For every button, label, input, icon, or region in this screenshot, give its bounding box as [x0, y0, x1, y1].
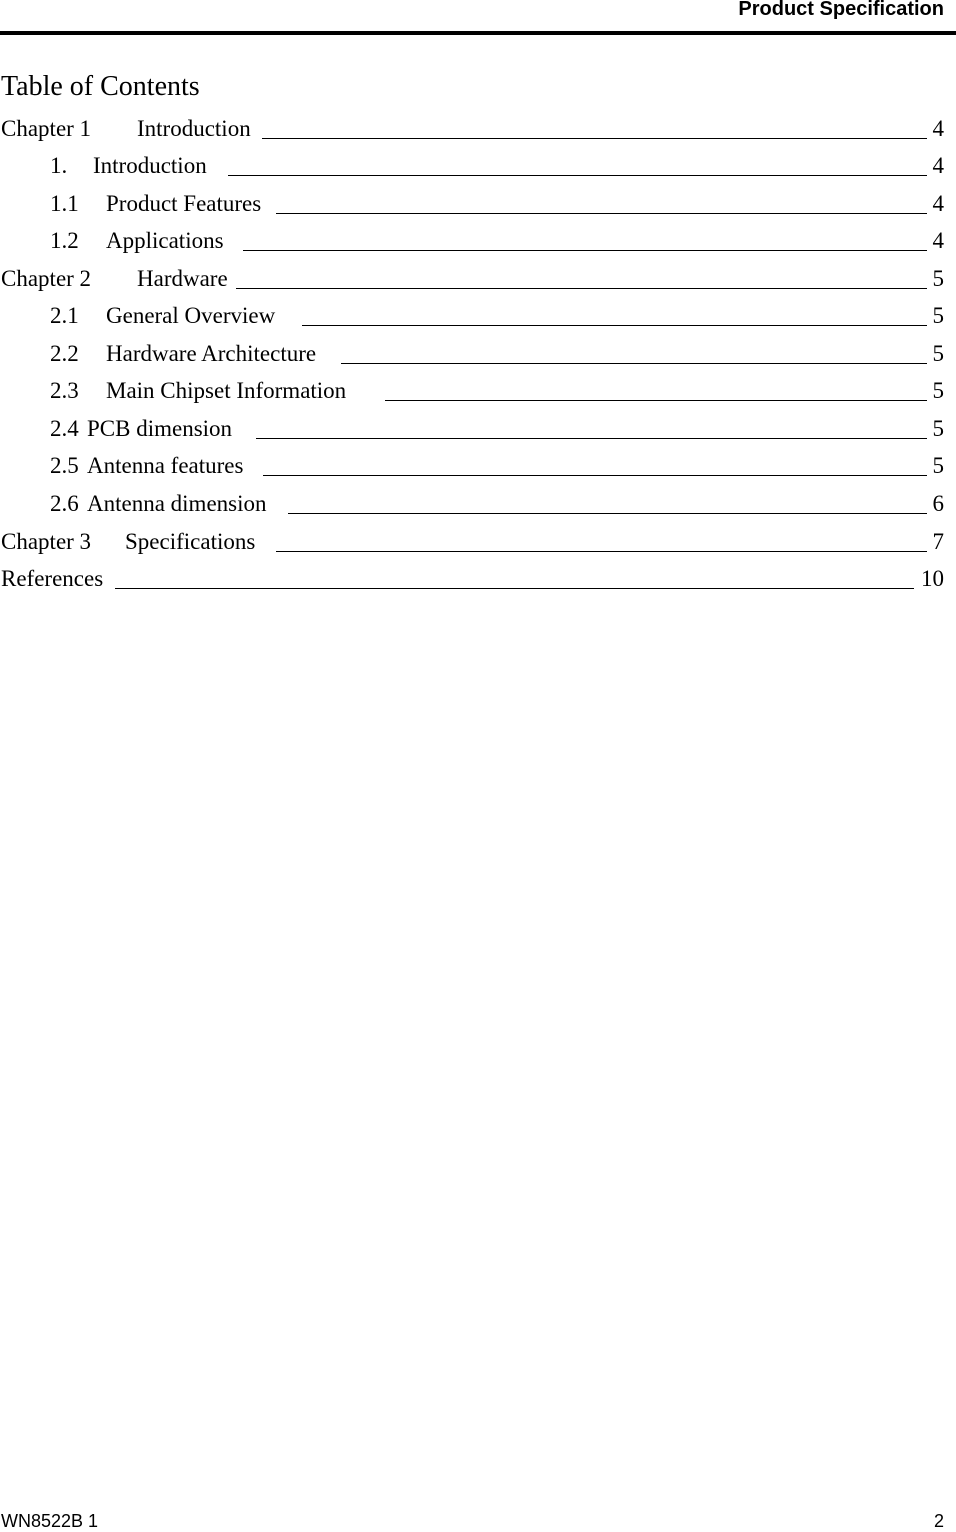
toc-entry-2-5[interactable]: [0, 449, 944, 483]
toc-entry-chapter-3[interactable]: [0, 525, 944, 559]
toc-entry-number: 1.2: [50, 228, 79, 253]
footer-page-number: 2: [933, 1511, 944, 1531]
toc-entry-title: Product Features: [106, 191, 262, 216]
toc-entry-2-2[interactable]: [0, 337, 944, 371]
toc-entry-chapter-2[interactable]: [0, 262, 944, 296]
toc-dot-leader: [228, 175, 927, 176]
toc-entry-references[interactable]: [0, 562, 944, 596]
toc-dot-leader: [276, 213, 927, 214]
toc-entry-number: Chapter 3: [1, 529, 92, 554]
toc-entry-title: Specifications: [125, 529, 256, 554]
toc-entry-number: 2.2: [50, 341, 79, 366]
toc-entry-page: 4: [932, 191, 944, 216]
toc-entry-page: 5: [932, 453, 944, 478]
toc-entry-1[interactable]: [0, 149, 944, 183]
toc-entry-page: 4: [932, 116, 944, 141]
toc-entry-title: Applications: [106, 228, 224, 253]
toc-entry-number: 2.5: [50, 453, 79, 478]
toc-dot-leader: [236, 288, 927, 289]
toc-entry-page: 5: [932, 416, 944, 441]
toc-entry-page: 5: [932, 303, 944, 328]
toc-entry-title: References: [1, 566, 104, 591]
toc-entry-number: 1.: [50, 153, 68, 178]
toc-entry-title: Main Chipset Information: [106, 378, 347, 403]
toc-dot-leader: [262, 138, 927, 139]
toc-entry-page: 6: [932, 491, 944, 516]
toc-heading: Table of Contents: [1, 71, 200, 102]
toc-entry-page: 5: [932, 341, 944, 366]
toc-entry-chapter-1[interactable]: [0, 112, 944, 146]
toc-entry-2-4[interactable]: [0, 412, 944, 446]
toc-entry-2-3[interactable]: [0, 374, 944, 408]
toc-dot-leader: [256, 438, 927, 439]
header-divider: [0, 31, 956, 35]
toc-entry-title: Introduction: [137, 116, 251, 141]
footer-doc-id: WN8522B 1: [1, 1511, 99, 1531]
toc-entry-number: 2.4: [50, 416, 79, 441]
toc-dot-leader: [276, 551, 927, 552]
toc-entry-page: 5: [932, 378, 944, 403]
toc-entry-title: Antenna features: [87, 453, 244, 478]
toc-dot-leader: [263, 475, 927, 476]
toc-entry-page: 4: [932, 228, 944, 253]
toc-entry-2-6[interactable]: [0, 487, 944, 521]
toc-entry-number: 2.6: [50, 491, 79, 516]
toc-dot-leader: [288, 513, 927, 514]
toc-entry-title: Hardware Architecture: [106, 341, 317, 366]
toc-entry-number: Chapter 2: [1, 266, 92, 291]
toc-entry-number: 2.3: [50, 378, 79, 403]
toc-entry-title: General Overview: [106, 303, 276, 328]
toc-entry-title: Hardware: [137, 266, 228, 291]
toc-entry-1-2[interactable]: [0, 224, 944, 258]
toc-entry-2-1[interactable]: [0, 299, 944, 333]
toc-entry-1-1[interactable]: [0, 187, 944, 221]
toc-entry-page: 5: [932, 266, 944, 291]
toc-entry-page: 10: [921, 566, 944, 591]
toc-entry-page: 4: [932, 153, 944, 178]
toc-dot-leader: [115, 588, 914, 589]
toc-dot-leader: [385, 400, 927, 401]
toc-entry-number: 2.1: [50, 303, 79, 328]
toc-entry-title: Introduction: [93, 153, 207, 178]
toc-entry-number: 1.1: [50, 191, 79, 216]
toc-dot-leader: [341, 363, 927, 364]
toc-entry-title: PCB dimension: [87, 416, 233, 441]
toc-entry-title: Antenna dimension: [87, 491, 267, 516]
toc-entry-number: Chapter 1: [1, 116, 92, 141]
toc-dot-leader: [302, 325, 927, 326]
toc-dot-leader: [243, 250, 927, 251]
toc-entry-page: 7: [932, 529, 944, 554]
page-header-title: Product Specification: [738, 0, 944, 20]
